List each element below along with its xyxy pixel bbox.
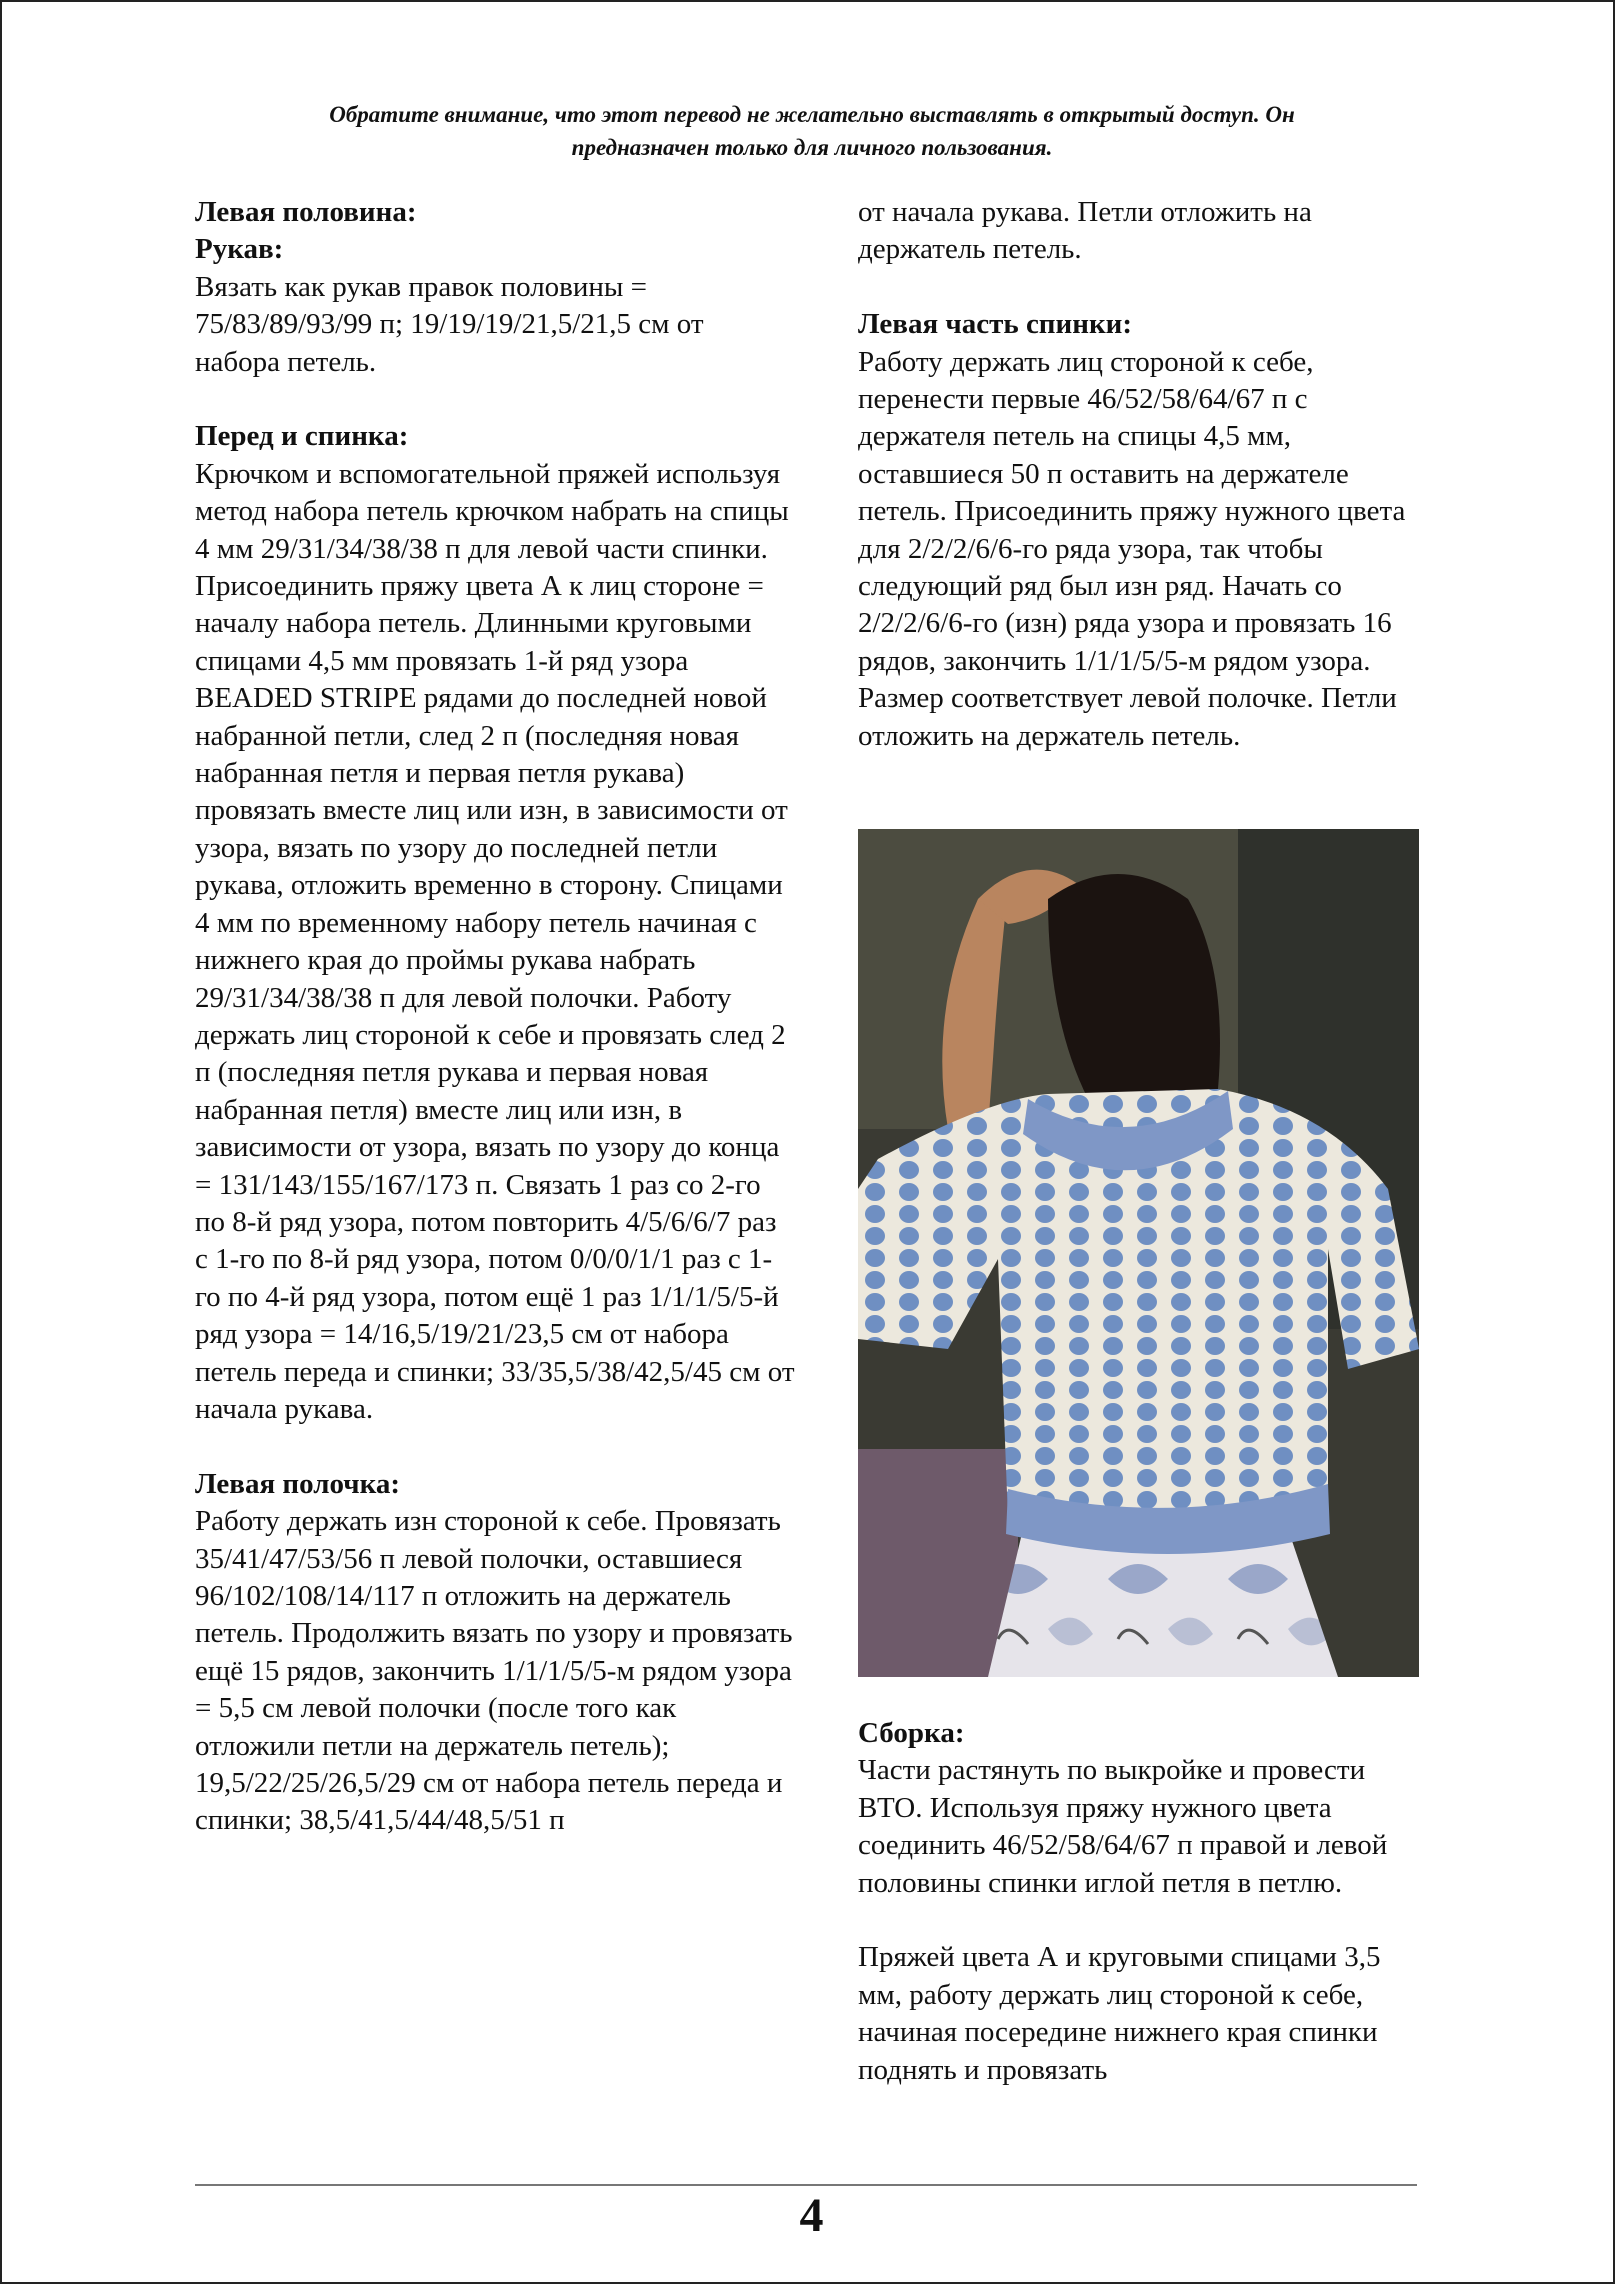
cardigan-photo [858,829,1419,1677]
sleeve-title: Рукав: [195,233,284,266]
notice-line-2: предназначен только для личного пользования. [571,135,1053,160]
left-back-text: Работу держать лиц стороной к себе, перенести первые 46/52/58/64/67 п с держателя петель на спицы 4,5 мм, оставшиеся 50 п оставить на держателе петель. Присоединить пряжу нужного цвета для 2/2/2/6/6-го ряда узора, так чтобы следующий ряд был изн ряд. Начать со 2/2/2/6/6-го (изн) ряда узора и провязать 16 рядов, закончить 1/1/1/5/5-м рядом узора. Размер соответствует левой полочке. Петли отложить на держатель петель. [858,345,1406,752]
left-back-title: Левая часть спинки: [858,308,1133,341]
right-text-column [858,194,1428,755]
page-number: 4 [799,2189,824,2242]
assembly-text-1: Части растянуть по выкройке и провести ВТО. Используя пряжу нужного цвета соединить 46/52/58/64/67 п правой и левой половины спинки иглой петля в петлю. [858,1754,1388,1899]
sleeve-text: Вязать как рукав правок половины = 75/83/89/93/99 п; 19/19/19/21,5/21,5 см от набора петель. [195,270,704,378]
left-front-text: Работу держать изн стороной к себе. Провязать 35/41/47/53/56 п левой полочки, оставшиеся 96/102/108/14/117 п отложить на держатель петель. Продолжить вязать по узору и провязать ещё 15 рядов, закончить 1/1/1/5/5-м рядом узора = 5,5 см левой полочки (после того как отложили петли на держатель петель); 19,5/22/25/26,5/29 см от набора петель переда и спинки; 38,5/41,5/44/48,5/51 п [195,1505,793,1837]
section-title: Левая половина: [195,196,417,228]
front-back-title: Перед и спинка: [195,420,409,453]
translation-notice [162,98,1462,164]
footer-divider [195,2184,1417,2186]
left-text-column [195,194,795,1840]
assembly-title: Сборка: [858,1717,965,1749]
assembly-section [858,1715,1428,2089]
continued-text: от начала рукава. Петли отложить на держатель петель. [858,196,1312,266]
assembly-text-2: Пряжей цвета А и круговыми спицами 3,5 мм, работу держать лиц стороной к себе, начиная посередине нижнего края спинки поднять и провязать [858,1941,1381,2086]
notice-line-1: Обратите внимание, что этот перевод не желательно выставлять в открытый доступ. Он [329,102,1295,127]
left-front-title: Левая полочка: [195,1467,401,1500]
front-back-text: Крючком и вспомогательной пряжей используя метод набора петель крючком набрать на спицы 4 мм 29/31/34/38/38 п для левой части спинки. Присоединить пряжу цвета А к лиц стороне = началу набора петель. Длинными круговыми спицами 4,5 мм провязать 1-й ряд узора BEADED STRIPE рядами до последней новой набранной петли, след 2 п (последняя новая набранная петля и первая петля рукава) провязать вместе лиц или изн, в зависимости от узора, вязать по узору до последней петли рукава, отложить временно в сторону. Спицами 4 мм по временному набору петель начиная с нижнего края до проймы рукава набрать 29/31/34/38/38 п для левой полочки. Работу держать лиц стороной к себе и провязать след 2 п (последняя петля рукава и первая новая набранная петля) вместе лиц или изн, в зависимости от узора, вязать по узору до конца = 131/143/155/167/173 п. Связать 1 раз со 2-го по 8-й ряд узора, потом повторить 4/5/6/6/7 раз с 1-го по 8-й ряд узора, потом 0/0/0/1/1 раз с 1-го по 4-й ряд узора, потом ещё 1 раз 1/1/1/5/5-й ряд узора = 14/16,5/19/21/23,5 см от набора петель переда и спинки; 33/35,5/38/42,5/45 см от начала рукава. [195,457,795,1425]
photo-woman-cardigan-icon [858,829,1419,1677]
